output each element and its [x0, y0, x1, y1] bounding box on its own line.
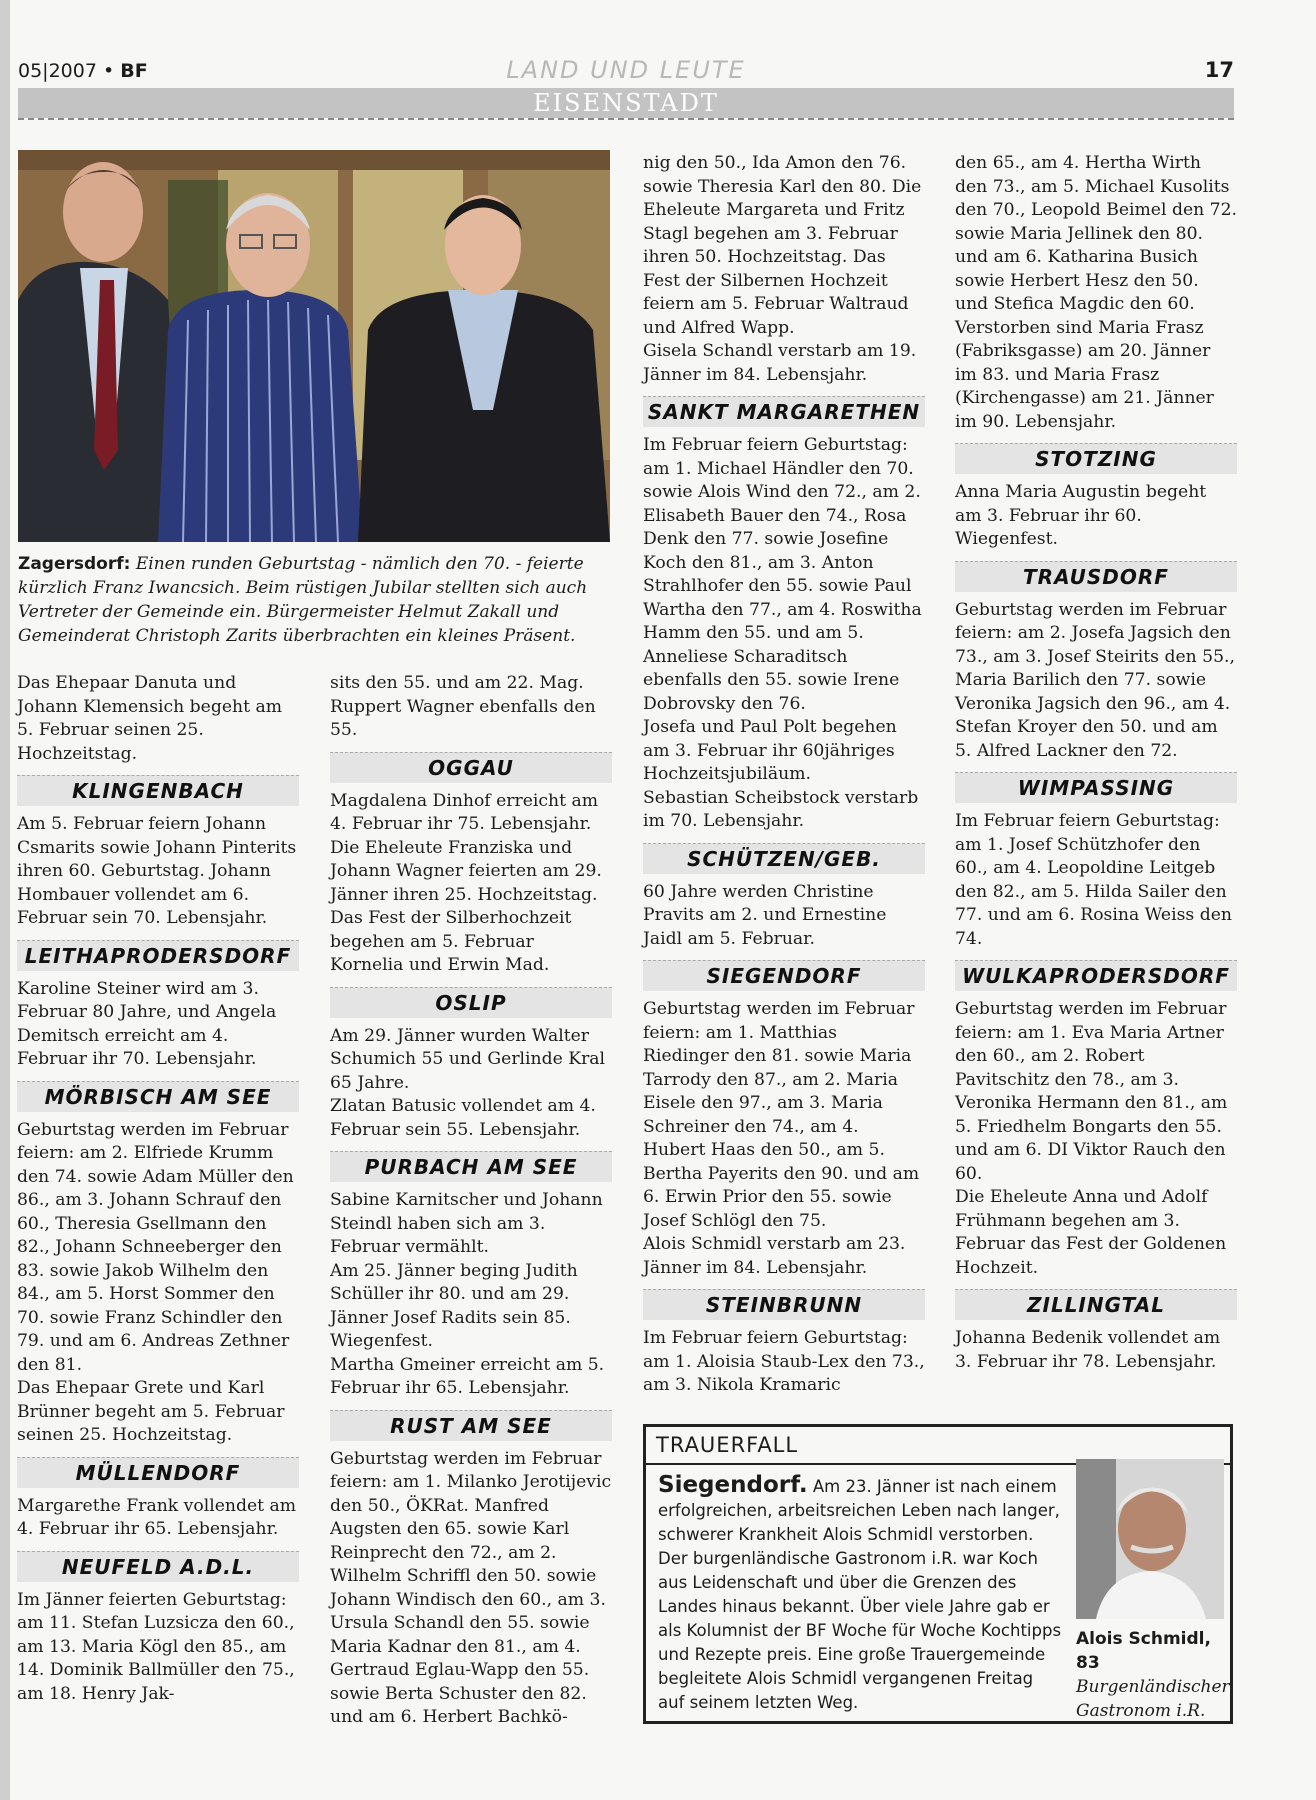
region-bar — [18, 88, 1234, 118]
column-4 — [955, 152, 1237, 1374]
heading-siegendorf: SIEGENDORF — [643, 960, 925, 991]
article-text: Sebastian Scheibstock verstarb im 70. Lebensjahr. — [643, 787, 919, 831]
heading-stotzing: STOTZING — [955, 443, 1237, 474]
article-text: Karoline Steiner wird am 3. Februar 80 Jahre, und Angela Demitsch erreicht am 4. Februar ihr 70. Lebensjahr. — [17, 978, 277, 1069]
article-text: Johanna Bedenik vollendet am 3. Februar ihr 78. Lebensjahr. — [955, 1328, 1221, 1372]
column-3 — [643, 152, 925, 1398]
header-divider — [18, 118, 1234, 120]
region-title: EISENSTADT — [533, 89, 719, 117]
brand-label: BF — [120, 60, 148, 82]
article-text: Martha Gmeiner erreicht am 5. Februar ihr 65. Lebensjahr. — [330, 1354, 605, 1398]
heading-klingenbach: KLINGENBACH — [17, 775, 299, 806]
article-text: den 65., am 4. Hertha Wirth den 73., am 5. Michael Kusolits den 70., Leopold Beimel den 72. sowie Maria Jellinek den 80. und am 6. Katharina Busich sowie Herbert Hesz den 50. und Stefica Magdic den 60. — [955, 153, 1237, 314]
article-text: Geburtstag werden im Februar feiern: am 1. Matthias Riedinger den 81. sowie Maria Tarrody den 87., am 2. Maria Eisele den 97., am 3. Maria Schreiner den 74., am 4. Hubert Haas den 50., am 5. Bertha Payerits den 90. und am 6. Erwin Prior den 55. sowie Josef Schlögl den 75. — [643, 999, 920, 1231]
article-text: Am 29. Jänner wurden Walter Schumich 55 und Gerlinde Kral 65 Jahre. — [330, 1025, 606, 1093]
article-text: Sabine Karnitscher und Johann Steindl haben sich am 3. Februar vermählt. — [330, 1190, 603, 1257]
heading-moerbisch: MÖRBISCH AM SEE — [17, 1081, 299, 1112]
heading-steinbrunn: STEINBRUNN — [643, 1289, 925, 1320]
article-text: Das Ehepaar Danuta und Johann Klemensich begeht am 5. Februar seinen 25. Hochzeitstag. — [17, 673, 283, 764]
portrait-image — [1076, 1459, 1224, 1619]
portrait-name: Alois Schmidl, 83 — [1076, 1629, 1211, 1673]
heading-schuetzen: SCHÜTZEN/GEB. — [643, 843, 925, 874]
photo-caption — [18, 552, 610, 648]
article-text: Das Fest der Silberhochzeit begehen am 5. Februar Kornelia und Erwin Mad. — [330, 908, 572, 975]
article-text: Alois Schmidl verstarb am 23. Jänner im 84. Lebensjahr. — [643, 1234, 906, 1278]
article-text: Margarethe Frank vollendet am 4. Februar ihr 65. Lebensjahr. — [17, 1495, 297, 1539]
heading-zillingtal: ZILLINGTAL — [955, 1289, 1237, 1320]
caption-text: Einen runden Geburtstag - nämlich den 70. - feierte kürzlich Franz Iwancsich. Beim rüstigen Jubilar stellten sich auch Vertreter der Gemeinde ein. Bürgermeister Helmut Zakall und Gemeinderat Christoph Zarits überbrachten ein kleines Präsent. — [18, 554, 588, 646]
section-title: LAND UND LEUTE — [506, 56, 746, 84]
page-number: 17 — [1204, 58, 1234, 82]
heading-trausdorf: TRAUSDORF — [955, 561, 1237, 592]
article-text: Im Februar feiern Geburtstag: am 1. Michael Händler den 70. sowie Alois Wind den 72., am 2. Elisabeth Bauer den 74., Rosa Denk den 77. sowie Josefine Koch den 81., am 3. Anton Strahlhofer den 55. sowie Paul Wartha den 77., am 4. Roswitha Hamm den 55. und am 5. Anneliese Scharaditsch ebenfalls den 55. sowie Irene Dobrovsky den 76. — [643, 435, 922, 714]
group-photo-image — [18, 150, 610, 542]
article-text: Geburtstag werden im Februar feiern: am 2. Elfriede Krumm den 74. sowie Adam Müller den 86., am 3. Johann Schrauf den 60., Theresia Gsellmann den 82., Johann Schneeberger den 83. sowie Jakob Wilhelm den 84., am 5. Horst Sommer den 70. sowie Franz Schindler den 79. und am 6. Andreas Zethner den 81. — [17, 1119, 294, 1375]
article-text: Im Februar feiern Geburtstag: am 1. Josef Schützhofer den 60., am 4. Leopoldine Leitgeb den 82., am 5. Hilda Sailer den 77. und am 6. Rosina Weiss den 74. — [955, 811, 1232, 949]
portrait-caption — [1076, 1627, 1230, 1723]
heading-wulkaprodersdorf: WULKAPRODERSDORF — [955, 960, 1237, 991]
article-text: nig den 50., Ida Amon den 76. sowie Theresia Karl den 80. Die Eheleute Margareta und Fritz Stagl begehen am 3. Februar ihren 50. Hochzeitstag. Das Fest der Silbernen Hochzeit feiern am 5. Februar Waltraud und Alfred Wapp. — [643, 153, 922, 338]
group-photo — [18, 150, 610, 542]
obituary-body: Am 23. Jänner ist nach einem erfolgreichen, arbeitsreichen Leben nach langer, schwerer Krankheit Alois Schmidl verstorben. Der burgenländische Gastronom i.R. war Koch aus Leidenschaft und über die Grenzen des Landes hinaus bekannt. Über viele Jahre gab er als Kolumnist der BF Woche für Woche Kochtipps und Rezepte preis. Eine große Trauergemeinde begleitete Alois Schmidl vergangenen Freitag auf seinem letzten Weg. — [658, 1477, 1062, 1712]
page-edge — [0, 0, 10, 1800]
article-text: 60 Jahre werden Christine Pravits am 2. und Ernestine Jaidl am 5. Februar. — [643, 881, 887, 949]
article-text: Die Eheleute Anna und Adolf Frühmann begehen am 3. Februar das Fest der Goldenen Hochzeit. — [955, 1187, 1227, 1278]
heading-wimpassing: WIMPASSING — [955, 772, 1237, 803]
article-text: Verstorben sind Maria Frasz (Fabriksgasse) am 20. Jänner im 83. und Maria Frasz (Kirchengasse) am 21. Jänner im 90. Lebensjahr. — [955, 317, 1214, 432]
article-text: Zlatan Batusic vollendet am 4. Februar sein 55. Lebensjahr. — [330, 1096, 596, 1140]
column-2 — [330, 672, 612, 1730]
article-text: Am 5. Februar feiern Johann Csmarits sowie Johann Pinterits ihren 60. Geburtstag. Johann Hombauer vollendet am 6. Februar sein 70. Lebensjahr. — [17, 814, 297, 928]
issue-number: 05|2007 • — [18, 60, 115, 82]
portrait-photo — [1076, 1459, 1224, 1619]
obituary-heading: TRAUERFALL — [656, 1433, 799, 1457]
heading-purbach: PURBACH AM SEE — [330, 1151, 612, 1182]
page-header — [18, 54, 1234, 84]
article-text: Anna Maria Augustin begeht am 3. Februar ihr 60. Wiegenfest. — [955, 482, 1207, 549]
article-text: Geburtstag werden im Februar feiern: am 2. Josefa Jagsich den 73., am 3. Josef Steirits den 55., Maria Barilich den 77. sowie Veronika Jagsich den 96., am 4. Stefan Kroyer den 50. und am 5. Alfred Lackner den 72. — [955, 599, 1235, 761]
heading-oslip: OSLIP — [330, 987, 612, 1018]
obituary-text — [658, 1473, 1062, 1715]
article-text: Im Jänner feierten Geburtstag: am 11. Stefan Luzsicza den 60., am 13. Maria Kögl den 85., am 14. Dominik Ballmüller den 75., am 18. Henry Jak- — [17, 1589, 295, 1704]
portrait-role: Gastronom i.R. — [1076, 1701, 1206, 1721]
heading-rust: RUST AM SEE — [330, 1410, 612, 1441]
heading-leithaprodersdorf: LEITHAPRODERSDORF — [17, 940, 299, 971]
column-1 — [17, 672, 299, 1706]
obituary-box — [643, 1424, 1233, 1724]
obituary-place: Siegendorf. — [658, 1472, 808, 1498]
article-text: Magdalena Dinhof erreicht am 4. Februar ihr 75. Lebensjahr. Die Eheleute Franziska und Johann Wagner feierten am 29. Jänner ihren 25. Hochzeitstag. — [330, 790, 602, 905]
portrait-role: Burgenländischer — [1076, 1677, 1230, 1697]
heading-muellendorf: MÜLLENDORF — [17, 1457, 299, 1488]
article-text: Gisela Schandl verstarb am 19. Jänner im 84. Lebensjahr. — [643, 341, 917, 385]
article-text: Geburtstag werden im Februar feiern: am 1. Eva Maria Artner den 60., am 2. Robert Pavitschitz den 78., am 3. Veronika Hermann den 81., am 5. Friedhelm Bongarts den 55. und am 6. DI Viktor Rauch den 60. — [955, 999, 1228, 1184]
article-text: Das Ehepaar Grete und Karl Brünner begeht am 5. Februar seinen 25. Hochzeitstag. — [17, 1378, 285, 1445]
caption-place: Zagersdorf: — [18, 554, 131, 574]
heading-sankt-margarethen: SANKT MARGARETHEN — [643, 396, 925, 427]
article-text: Josefa und Paul Polt begehen am 3. Februar ihr 60jähriges Hochzeitsjubiläum. — [643, 717, 897, 784]
article-text: Geburtstag werden im Februar feiern: am 1. Milanko Jerotijevic den 50., ÖKRat. Manfred Augsten den 65. sowie Karl Reinprecht den 72., am 2. Wilhelm Schriffl den 50. sowie Johann Windisch den 60., am 3. Ursula Schandl den 55. sowie Maria Kadnar den 81., am 4. Gertraud Eglau-Wapp den 55. sowie Berta Schuster den 82. und am 6. Herbert Bachkö- — [330, 1448, 612, 1727]
article-text: Am 25. Jänner beging Judith Schüller ihr 80. und am 29. Jänner Josef Radits sein 85. Wiegenfest. — [330, 1260, 578, 1351]
heading-neufeld: NEUFELD A.D.L. — [17, 1551, 299, 1582]
article-text: sits den 55. und am 22. Mag. Ruppert Wagner ebenfalls den 55. — [330, 673, 596, 740]
article-text: Im Februar feiern Geburtstag: am 1. Aloisia Staub-Lex den 73., am 3. Nikola Kramaric — [643, 1328, 925, 1395]
heading-oggau: OGGAU — [330, 752, 612, 783]
